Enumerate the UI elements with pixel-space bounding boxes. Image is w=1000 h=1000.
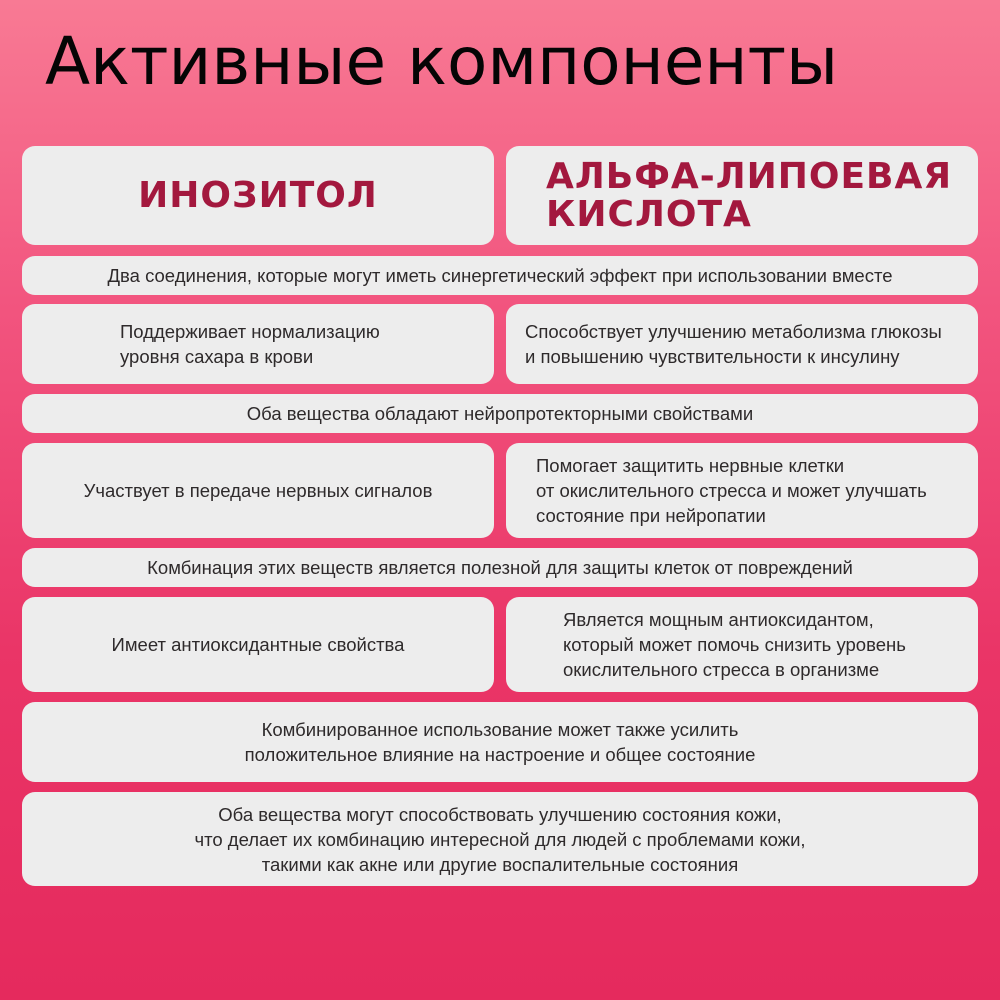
shared-fact-neuroprotective-text: Оба вещества обладают нейропротекторными свойствами xyxy=(246,403,754,424)
shared-fact-cell-protection xyxy=(22,548,978,587)
shared-fact-mood xyxy=(22,702,978,782)
ala-fact-nerve-protection-text: Помогает защитить нервные клетки от окислительного стресса и может улучшать состояние при нейропатии xyxy=(536,455,927,526)
header-card-inositol xyxy=(22,146,494,245)
ala-fact-strong-antioxidant xyxy=(506,597,978,692)
shared-fact-mood-text: Комбинированное использование может также усилить положительное влияние на настроение и общее состояние xyxy=(244,719,756,765)
inositol-fact-blood-sugar-text: Поддерживает нормализацию уровня сахара в крови xyxy=(120,321,380,367)
page-title: Активные компоненты xyxy=(45,23,839,100)
shared-fact-synergy-text: Два соединения, которые могут иметь синергетический эффект при использовании вместе xyxy=(107,265,893,286)
inositol-fact-blood-sugar xyxy=(22,304,494,384)
inositol-fact-nerve-signals-text: Участвует в передаче нервных сигналов xyxy=(83,480,433,501)
shared-fact-skin-text: Оба вещества могут способствовать улучшению состояния кожи, что делает их комбинацию интересной для людей с проблемами кожи, такими как акне или другие воспалительные состояния xyxy=(194,803,806,875)
ala-fact-strong-antioxidant-text: Является мощным антиоксидантом, который может помочь снизить уровень окислительного стресса в организме xyxy=(563,609,906,680)
header-inositol-label: ИНОЗИТОЛ xyxy=(138,174,378,216)
shared-fact-synergy xyxy=(22,256,978,295)
shared-fact-neuroprotective xyxy=(22,394,978,433)
ala-fact-nerve-protection xyxy=(506,443,978,538)
ala-fact-glucose-metabolism xyxy=(506,304,978,384)
ala-fact-glucose-metabolism-text: Способствует улучшению метаболизма глюкозы и повышению чувствительности к инсулину xyxy=(525,321,942,367)
shared-fact-skin xyxy=(22,792,978,886)
inositol-fact-antioxidant-text: Имеет антиоксидантные свойства xyxy=(111,634,405,655)
inositol-fact-nerve-signals xyxy=(22,443,494,538)
inositol-fact-antioxidant xyxy=(22,597,494,692)
header-alpha-lipoic-acid-label: АЛЬФА-ЛИПОЕВАЯ КИСЛОТА xyxy=(546,155,953,235)
shared-fact-cell-protection-text: Комбинация этих веществ является полезной для защиты клеток от повреждений xyxy=(147,557,853,578)
header-card-alpha-lipoic-acid xyxy=(506,146,978,245)
